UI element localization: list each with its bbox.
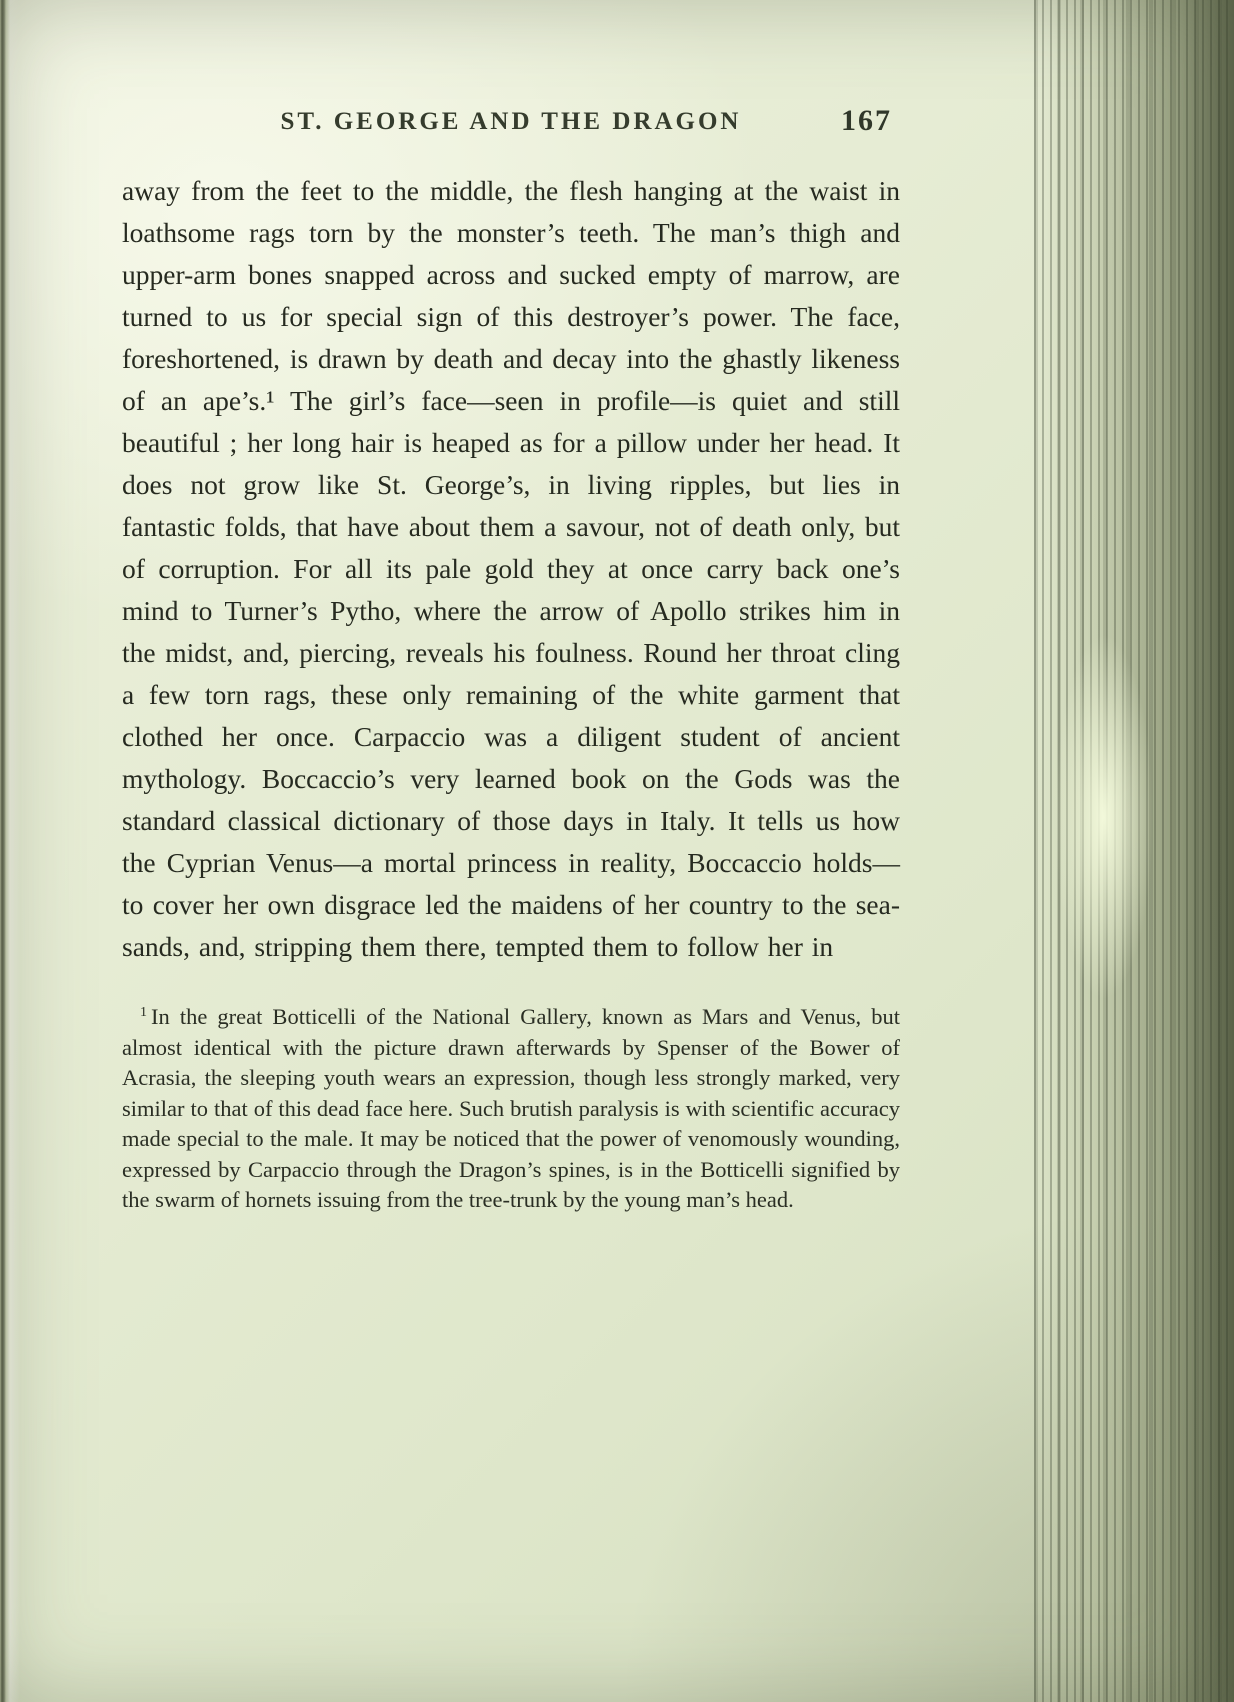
book-gutter-edge xyxy=(0,0,20,1702)
chapter-title: ST. GEORGE AND THE DRAGON xyxy=(280,108,742,135)
footnote xyxy=(122,1002,900,1216)
running-header xyxy=(122,104,900,144)
body-paragraph: away from the feet to the middle, the flesh hanging at the waist in loathsome rags torn by the monster’s teeth. The man’s thigh and upper-arm bones snapped across and sucked empty of marrow, are turned to us for special sign of this destroyer’s power. The face, foreshortened, is drawn by death and decay into the ghastly likeness of an ape’s.¹ The girl’s face—seen in profile—is quiet and still beautiful ; her long hair is heaped as for a pillow under her head. It does not grow like St. George’s, in living ripples, but lies in fantastic folds, that have about them a savour, not of death only, but of corruption. For all its pale gold they at once carry back one’s mind to Turner’s Pytho, where the arrow of Apollo strikes him in the midst, and, piercing, reveals his foulness. Round her throat cling a few torn rags, these only remaining of the white garment that clothed her once. Carpaccio was a diligent student of ancient mythology. Boccaccio’s very learned book on the Gods was the standard classical dictionary of those days in Italy. It tells us how the Cyprian Venus—a mortal princess in reality, Boccaccio holds—to cover her own disgrace led the maidens of her country to the sea-sands, and, stripping them there, tempted them to follow her in xyxy=(122,175,900,962)
footnote-text: In the great Botticelli of the National Gallery, known as Mars and Venus, but almost identical with the picture drawn afterwards by Spenser of the Bower of Acrasia, the sleeping youth wears an expression, though less strongly marked, very similar to that of this dead face here. Such brutish paralysis is with scientific accuracy made special to the male. It may be noticed that the power of venomously wounding, expressed by Carpaccio through the Dragon’s spines, is in the Botticelli signified by the swarm of hornets issuing from the tree-trunk by the young man’s head. xyxy=(122,1004,900,1212)
page-number: 167 xyxy=(841,104,892,137)
footnote-marker: 1 xyxy=(140,1004,147,1020)
page-stack-edges xyxy=(1034,0,1234,1702)
page-content xyxy=(122,104,900,1216)
